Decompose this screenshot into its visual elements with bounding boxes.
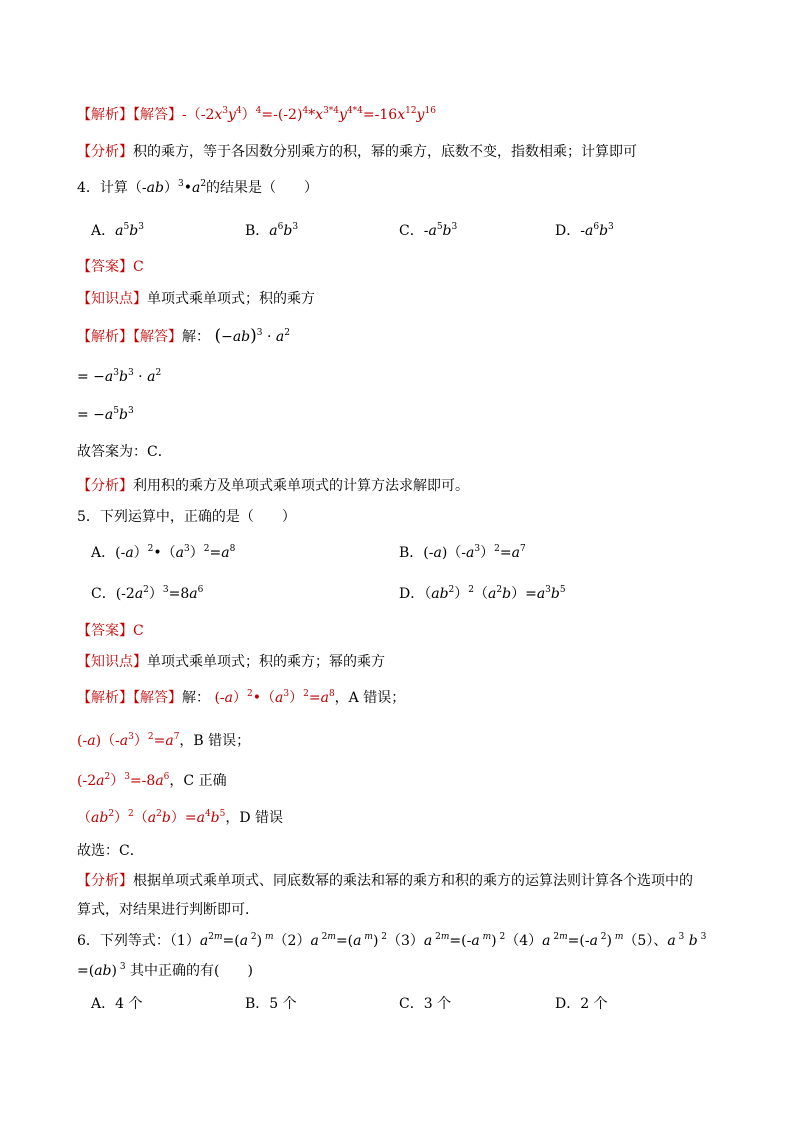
q4-solution-expr: $(-ab)^3 \cdot a^2$ bbox=[214, 326, 290, 346]
q5-option-d[interactable]: D．$(ab^2)^2(a^2b)=a^3b^5$ bbox=[399, 585, 566, 602]
q4-option-d[interactable]: D．$-a^6b^3$ bbox=[555, 222, 614, 239]
analysis-tag: 【分析】 bbox=[77, 144, 133, 160]
q5-answer-line: 【答案】C bbox=[77, 623, 144, 639]
q6-option-d[interactable]: D．2 个 bbox=[555, 996, 608, 1012]
q4-option-c[interactable]: C．$-a^5b^3$ bbox=[399, 222, 458, 239]
q6-stem-line-1: 6．下列等式：$(1)a^{2m}=(a$ $^2$) $^m$（2）a $^{2m}$=(a $^m$) $^2$（3）a $^{2m}$=(-a $^m$) $^2$（4）a $^{2m}$=(-a $^2$) $^m$（5）、a $^3$ b $^3$ bbox=[77, 932, 707, 949]
q5-solution-d-line: $(ab^2)^2(a^2b)=a^4b^5$，D 错误 bbox=[77, 809, 284, 826]
q4-option-a[interactable]: A．$a^5b^3$ bbox=[91, 222, 144, 239]
q6-option-c[interactable]: C．3 个 bbox=[399, 996, 452, 1012]
q4-option-b[interactable]: B．$a^6b^3$ bbox=[245, 222, 299, 239]
q4-answer-line: 【答案】C bbox=[77, 259, 144, 275]
lead-analysis-text: 积的乘方，等于各因数分别乘方的积，幂的乘方，底数不变，指数相乘；计算即可 bbox=[133, 144, 637, 160]
q5-solution-line: 【解析】【解答】解： $(-a)^2•(a^3)^2=a^8$，A 错误； bbox=[77, 689, 406, 706]
q4-answer-value: C bbox=[133, 259, 144, 275]
q5-option-a[interactable]: A．$(-a)^2•(a^3)^2=a^8$ bbox=[91, 544, 236, 561]
q4-step-1: = $-a^3b^3 \cdot a^2$ bbox=[77, 368, 162, 385]
q5-knowledge-line: 【知识点】单项式乘单项式；积的乘方；幂的乘方 bbox=[77, 654, 385, 670]
solution-tag: 【解答】 bbox=[133, 107, 182, 123]
q6-stem-line-2: =(ab) $^3$ 其中正确的有( ) bbox=[77, 962, 253, 979]
q4-solution-line: 【解析】【解答】解： $(-ab)^3 \cdot a^2$ bbox=[77, 326, 290, 346]
q4-stem: 4．计算$(-ab)^3•a^2$的结果是（ ） bbox=[77, 179, 319, 196]
q4-final-line: 故答案为：C． bbox=[77, 444, 172, 460]
lead-solution-line bbox=[77, 105, 436, 125]
analysis-tag: 【解析】 bbox=[77, 107, 133, 123]
q5-option-b[interactable]: B．$(-a)(-a^3)^2=a^7$ bbox=[399, 544, 526, 561]
q5-solution-b-line: $(-a)(-a^3)^2=a^7$，B 错误； bbox=[77, 732, 251, 749]
lead-expression: $-(-2x^3y^4)^4=-(-2)^4*x^{3*4}y^{4*4}=-16x^{12}y^{16}$ bbox=[182, 106, 436, 123]
q6-option-a[interactable]: A．4 个 bbox=[91, 996, 143, 1012]
q4-step-2: = $-a^5b^3$ bbox=[77, 406, 134, 423]
q4-analysis-line: 【分析】利用积的乘方及单项式乘单项式的计算方法求解即可。 bbox=[77, 478, 469, 494]
q5-analysis-line-1: 【分析】根据单项式乘单项式、同底数幂的乘法和幂的乘方和积的乘方的运算法则计算各个选项中的 bbox=[77, 873, 693, 889]
q5-stem: 5．下列运算中，正确的是（ ） bbox=[77, 509, 296, 525]
q5-option-c[interactable]: C．$(-2a^2)^3=8a^6$ bbox=[91, 585, 204, 602]
lead-analysis-line bbox=[77, 142, 637, 162]
q5-answer-value: C bbox=[133, 623, 144, 639]
q5-analysis-line-2: 算式，对结果进行判断即可． bbox=[77, 902, 259, 918]
q4-knowledge-line: 【知识点】单项式乘单项式；积的乘方 bbox=[77, 291, 315, 307]
q5-solution-c-line: $(-2a^2)^3=-8a^6$，C 正确 bbox=[77, 772, 227, 789]
q5-final-line: 故选：C． bbox=[77, 843, 144, 859]
q6-option-b[interactable]: B．5 个 bbox=[245, 996, 297, 1012]
q5-solution-a: $(-a)^2•(a^3)^2=a^8$ bbox=[214, 689, 335, 706]
